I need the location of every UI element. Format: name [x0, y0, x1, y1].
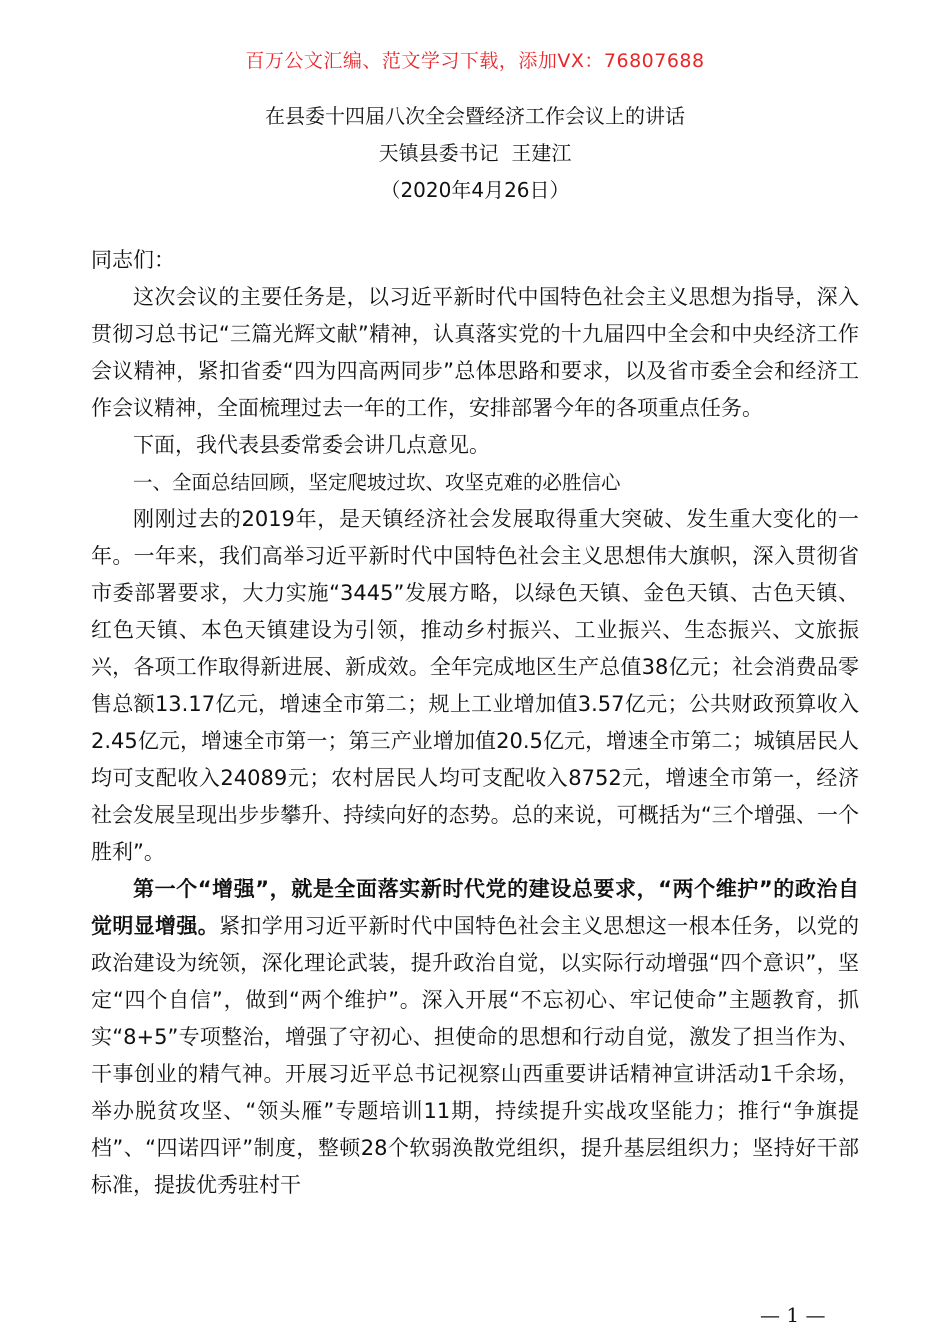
header-watermark-note: 百万公文汇编、范文学习下载，添加VX：76807688	[245, 50, 705, 72]
title-block	[0, 98, 950, 209]
paragraph: 刚刚过去的2019年，是天镇经济社会发展取得重大突破、发生重大变化的一年。一年来，我们高举习近平新时代中国特色社会主义思想伟大旗帜，深入贯彻省市委部署要求，大力实施“3445”发展方略，以绿色天镇、金色天镇、古色天镇、红色天镇、本色天镇建设为引领，推动乡村振兴、工业振兴、生态振兴、文旅振兴，各项工作取得新进展、新成效。全年完成地区生产总值38亿元；社会消费品零售总额13.17亿元，增速全市第二；规上工业增加值3.57亿元；公共财政预算收入2.45亿元，增速全市第一；第三产业增加值20.5亿元，增速全市第二；城镇居民人均可支配收入24089元；农村居民人均可支配收入8752元，增速全市第一，经济社会发展呈现出步步攀升、持续向好的态势。总的来说，可概括为“三个增强、一个胜利”。	[91, 507, 859, 864]
section-heading: 一、全面总结回顾，坚定爬坡过坎、攻坚克难的必胜信心	[133, 471, 621, 494]
page-number: — 1 —	[760, 1303, 826, 1327]
salutation: 同志们：	[91, 248, 175, 272]
speech-title: 在县委十四届八次全会暨经济工作会议上的讲话	[265, 104, 685, 128]
speaker-line: 天镇县委书记 王建江	[378, 141, 572, 165]
speech-date: （2020年4月26日）	[380, 178, 570, 202]
paragraph: 这次会议的主要任务是，以习近平新时代中国特色社会主义思想为指导，深入贯彻习总书记“三篇光辉文献”精神，认真落实党的十九届四中全会和中央经济工作会议精神，紧扣省委“四为四高两同步”总体思路和要求，以及省市委全会和经济工作会议精神，全面梳理过去一年的工作，安排部署今年的各项重点任务。	[91, 285, 859, 420]
paragraph: 下面，我代表县委常委会讲几点意见。	[133, 433, 490, 457]
paragraph	[91, 871, 859, 1204]
speech-body	[91, 242, 859, 1204]
paragraph-text: 紧扣学用习近平新时代中国特色社会主义思想这一根本任务，以党的政治建设为统领，深化理论武装，提升政治自觉，以实际行动增强“四个意识”，坚定“四个自信”，做到“两个维护”。深入开展“不忘初心、牢记使命”主题教育，抓实“8+5”专项整治，增强了守初心、担使命的思想和行动自觉，激发了担当作为、干事创业的精气神。开展习近平总书记视察山西重要讲话精神宣讲活动1千余场，举办脱贫攻坚、“领头雁”专题培训11期，持续提升实战攻坚能力；推行“争旗提档”、“四诺四评”制度，整顿28个软弱涣散党组织，提升基层组织力；坚持好干部标准，提拔优秀驻村干	[91, 914, 860, 1197]
paragraph-bold-lead: 第一个“增强”，就是全面落实新时代党的建设总要求，“两个维护”的政治自觉明显增强。	[91, 877, 859, 938]
